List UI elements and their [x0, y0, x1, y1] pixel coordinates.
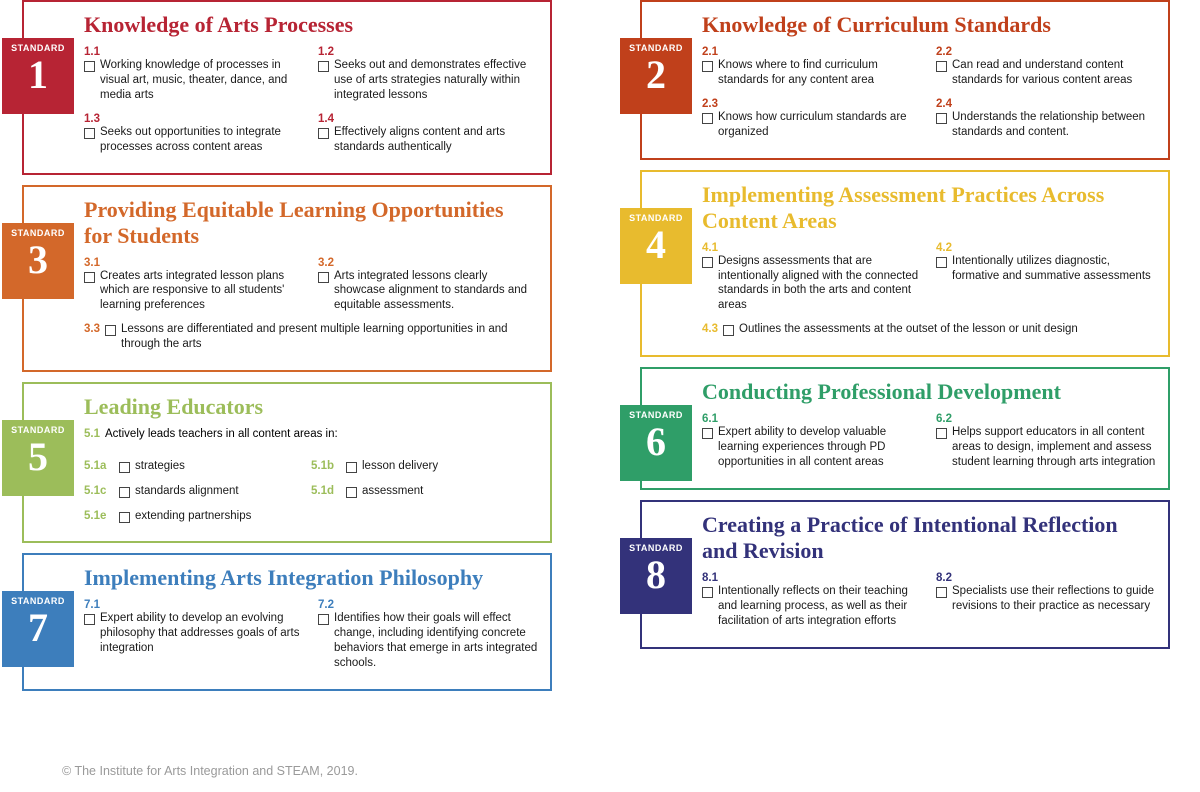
checkbox[interactable]: [119, 462, 130, 473]
indicator-text: Working knowledge of processes in visual art, music, theater, dance, and media arts: [100, 58, 288, 101]
indicator-line: [702, 425, 922, 470]
indicator-line: [936, 425, 1156, 470]
badge-number: 6: [646, 419, 666, 465]
indicator-stack: [318, 256, 538, 314]
indicator-text: Intentionally reflects on their teaching and learning process, as well as their facilitation of arts integration efforts: [718, 584, 908, 627]
indicator-number: 1.4: [318, 112, 334, 125]
sub-indicator-text: assessment: [362, 485, 424, 498]
indicator-text: Specialists use their reflections to guide revisions to their practice as necessary: [952, 584, 1154, 612]
indicator-line: [84, 611, 304, 656]
indicator-row: [702, 319, 1156, 343]
standard-indicator: [84, 42, 304, 109]
standard-card-3: [11, 185, 552, 373]
indicator-text: Designs assessments that are intentionally aligned with the connected standards in both the arts and content areas: [718, 254, 919, 312]
sub-indicator-text: standards alignment: [135, 485, 239, 498]
indicator-number: 1.2: [318, 45, 334, 58]
indicator-number: 3.1: [84, 256, 100, 269]
indicator-text: Actively leads teachers in all content areas in:: [105, 428, 338, 441]
checkbox[interactable]: [936, 428, 947, 439]
checkbox[interactable]: [318, 272, 329, 283]
standard-card-4: [629, 170, 1170, 358]
badge-word: STANDARD: [629, 43, 683, 53]
sub-indicator: [311, 454, 538, 479]
indicator-stack: [84, 45, 304, 103]
standard-card-2: [629, 0, 1170, 160]
indicator-stack: [318, 598, 538, 671]
standard-indicator: [702, 568, 922, 635]
indicator-stack: [936, 97, 1156, 140]
indicator-stack: [936, 412, 1156, 470]
indicator-number: 4.3: [702, 323, 718, 336]
indicator-line: [936, 254, 1156, 284]
badge-word: STANDARD: [11, 595, 65, 606]
indicator-text: Knows how curriculum standards are organized: [718, 110, 907, 138]
indicator-number: 8.1: [702, 571, 718, 584]
standard-body: [642, 566, 1168, 647]
indicator-stack: [936, 571, 1156, 614]
indicator-number: 8.2: [936, 571, 952, 584]
indicator-text: Arts integrated lessons clearly showcase alignment to standards and equitable assessments.: [334, 269, 528, 312]
badge-number: 8: [646, 552, 666, 598]
indicator-text: Can read and understand content standards for various content areas: [952, 58, 1133, 86]
badge-word: STANDARD: [11, 43, 65, 53]
indicator-text: Understands the relationship between standards and content.: [952, 110, 1146, 138]
standard-badge-1: [2, 38, 74, 114]
standard-card-7: [11, 553, 552, 691]
indicator-row: [84, 253, 538, 320]
standard-card-1: [11, 0, 552, 175]
badge-word: STANDARD: [629, 212, 683, 223]
standard-indicator: [702, 319, 1156, 343]
checkbox[interactable]: [936, 61, 947, 72]
badge-number: 3: [28, 236, 48, 282]
sub-indicator-number: 5.1d: [311, 485, 335, 498]
indicator-number: 3.2: [318, 256, 334, 269]
standard-indicator: [702, 94, 922, 146]
standard-badge-5: [2, 420, 74, 496]
standard-indicator: [318, 109, 538, 161]
sub-indicator-text: extending partnerships: [135, 510, 252, 522]
indicator-number: 4.1: [702, 241, 718, 254]
sub-indicator: [84, 479, 311, 504]
checkbox[interactable]: [84, 128, 95, 139]
checkbox[interactable]: [702, 428, 713, 439]
standard-title-4: Implementing Assessment Practices Across Content Areas: [702, 181, 1105, 233]
indicator-row: [702, 409, 1156, 476]
checkbox[interactable]: [84, 61, 95, 72]
sub-indicator-text: lesson delivery: [362, 460, 439, 473]
standard-badge-8: [620, 538, 692, 614]
standard-body: [24, 593, 550, 689]
checkbox[interactable]: [84, 614, 95, 625]
standard-indicator: [936, 94, 1156, 146]
badge-number: 2: [646, 52, 666, 97]
sub-indicator-number: 5.1b: [311, 460, 335, 473]
sub-indicator-grid: [84, 448, 538, 529]
standard-body: [24, 251, 550, 371]
standard-body: [642, 236, 1168, 356]
indicator-line: [84, 125, 304, 155]
indicator-number: 6.1: [702, 413, 718, 426]
standard-indicator: [936, 238, 1156, 320]
indicator-stack: [318, 45, 538, 103]
sub-indicator: [311, 479, 538, 504]
indicator-row: [84, 42, 538, 109]
checkbox[interactable]: [318, 128, 329, 139]
standard-body: [642, 407, 1168, 488]
standard-badge-2: [620, 38, 692, 114]
standard-body: [642, 40, 1168, 158]
checkbox[interactable]: [702, 257, 713, 268]
badge-word: STANDARD: [629, 543, 683, 554]
standard-title-8: Creating a Practice of Intentional Reflection and Revision: [702, 512, 1118, 564]
standard-indicator: [84, 595, 304, 677]
indicator-number: 1.1: [84, 45, 100, 58]
indicator-number: 2.2: [936, 45, 952, 58]
indicator-line: [318, 125, 538, 155]
standard-badge-3: [2, 223, 74, 299]
sub-indicator-number: 5.1a: [84, 460, 107, 473]
checkbox[interactable]: [318, 61, 329, 72]
checkbox[interactable]: [936, 113, 947, 124]
standard-indicator: [84, 319, 538, 358]
indicator-line: [318, 269, 538, 314]
checkbox[interactable]: [936, 587, 947, 598]
standard-badge-6: [620, 405, 692, 481]
indicator-row: [702, 568, 1156, 635]
indicator-stack: [936, 45, 1156, 88]
indicator-number: 2.1: [702, 45, 718, 58]
standard-card-6: [629, 367, 1170, 490]
sub-indicator-number: 5.1e: [84, 510, 107, 522]
standard-indicator: [318, 595, 538, 677]
standard-title-1: Knowledge of Arts Processes: [84, 12, 354, 37]
indicator-stack: [84, 112, 304, 155]
standard-title-6: Conducting Professional Development: [702, 379, 1061, 405]
checkbox[interactable]: [346, 487, 357, 498]
standard-indicator: [702, 238, 922, 320]
sub-indicator: [84, 504, 311, 529]
indicator-number: 4.2: [936, 241, 952, 254]
badge-number: 4: [646, 221, 666, 267]
indicator-text: Creates arts integrated lesson plans which are responsive to all students' learning preferences: [100, 269, 285, 312]
indicator-line: [702, 584, 922, 629]
standard-title-3: Providing Equitable Learning Opportunities for Students: [84, 196, 504, 248]
indicator-text: Expert ability to develop an evolving philosophy that addresses goals of arts integration: [100, 611, 300, 654]
indicator-line: [318, 611, 538, 671]
right-column: [629, 0, 1170, 659]
badge-number: 5: [28, 434, 48, 480]
indicator-number: 5.1: [84, 428, 100, 441]
indicator-number: 2.3: [702, 97, 718, 110]
indicator-stack: [84, 256, 304, 314]
standard-indicator: [84, 424, 538, 448]
checkbox[interactable]: [723, 325, 734, 336]
standard-indicator: [84, 253, 304, 320]
indicator-text: Expert ability to develop valuable learning experiences through PD opportunities in all content areas: [718, 426, 887, 469]
indicator-text: Seeks out opportunities to integrate processes across content areas: [100, 125, 281, 153]
sub-indicator: [84, 454, 311, 479]
checkbox[interactable]: [105, 325, 116, 336]
checkbox[interactable]: [702, 587, 713, 598]
indicator-stack: [702, 97, 922, 140]
checkbox[interactable]: [119, 512, 130, 523]
standard-card-8: [629, 500, 1170, 649]
indicator-row: [84, 109, 538, 161]
standard-badge-7: [2, 591, 74, 667]
copyright-footer: © The Institute for Arts Integration and STEAM, 2019.: [62, 764, 358, 778]
indicator-line: [84, 58, 304, 103]
indicator-stack: [702, 412, 922, 470]
indicator-stack: [702, 45, 922, 88]
standard-badge-4: [620, 208, 692, 284]
checkbox[interactable]: [936, 257, 947, 268]
standard-title-5: Leading Educators: [84, 394, 264, 420]
indicator-row: [702, 238, 1156, 320]
indicator-row: [84, 319, 538, 358]
indicator-line: [702, 110, 922, 140]
indicator-line: [702, 254, 922, 314]
indicator-line: [702, 58, 922, 88]
standard-indicator: [936, 568, 1156, 635]
indicator-text: Identifies how their goals will effect change, including identifying concrete behaviors that emerge in arts integrated schools.: [334, 611, 538, 669]
standard-body: [24, 422, 550, 541]
indicator-number: 3.3: [84, 323, 100, 336]
indicator-row: [84, 595, 538, 677]
badge-number: 1: [28, 52, 48, 97]
checkbox[interactable]: [119, 487, 130, 498]
indicator-line: [84, 269, 304, 314]
standard-indicator: [936, 42, 1156, 94]
indicator-number: 6.2: [936, 413, 952, 426]
indicator-text: Helps support educators in all content areas to design, implement and assess student learning through arts integration: [952, 426, 1156, 469]
sub-indicator-number: 5.1c: [84, 485, 107, 498]
standard-title-7: Implementing Arts Integration Philosophy: [84, 564, 484, 590]
indicator-line: [936, 110, 1156, 140]
indicator-stack: [702, 241, 922, 314]
indicator-stack: [318, 112, 538, 155]
standard-indicator: [936, 409, 1156, 476]
checkbox[interactable]: [318, 614, 329, 625]
checkbox[interactable]: [346, 462, 357, 473]
sub-indicator-text: strategies: [135, 460, 185, 473]
indicator-stack: [84, 598, 304, 656]
indicator-text: Knows where to find curriculum standards for any content area: [718, 58, 878, 86]
checkbox[interactable]: [702, 113, 713, 124]
badge-number: 7: [28, 604, 48, 650]
indicator-number: 7.1: [84, 598, 100, 611]
standard-title-2: Knowledge of Curriculum Standards: [702, 12, 1051, 37]
indicator-text: Effectively aligns content and arts standards authentically: [334, 125, 506, 153]
indicator-text: Intentionally utilizes diagnostic, formative and summative assessments: [952, 254, 1151, 282]
standard-indicator: [84, 109, 304, 161]
indicator-line: [318, 58, 538, 103]
indicator-number: 2.4: [936, 97, 952, 110]
badge-word: STANDARD: [629, 410, 683, 421]
standard-indicator: [702, 409, 922, 476]
standard-indicator: [318, 253, 538, 320]
indicator-text: Lessons are differentiated and present multiple learning opportunities in and through the arts: [121, 323, 508, 351]
indicator-stack: [936, 241, 1156, 284]
indicator-number: 1.3: [84, 112, 100, 125]
indicator-stack: [702, 571, 922, 629]
checkbox[interactable]: [702, 61, 713, 72]
indicator-text: Seeks out and demonstrates effective use of arts strategies naturally within integrated lessons: [334, 58, 527, 101]
standard-body: [24, 40, 550, 173]
standard-card-5: [11, 382, 552, 543]
indicator-row: [84, 424, 538, 448]
left-column: [11, 0, 552, 701]
indicator-text: Outlines the assessments at the outset of the lesson or unit design: [739, 323, 1078, 336]
indicator-line: [936, 58, 1156, 88]
checkbox[interactable]: [84, 272, 95, 283]
indicator-row: [702, 42, 1156, 94]
standard-indicator: [318, 42, 538, 109]
indicator-line: [936, 584, 1156, 614]
standard-indicator: [702, 42, 922, 94]
badge-word: STANDARD: [11, 227, 65, 238]
indicator-row: [702, 94, 1156, 146]
indicator-number: 7.2: [318, 598, 334, 611]
badge-word: STANDARD: [11, 425, 65, 436]
